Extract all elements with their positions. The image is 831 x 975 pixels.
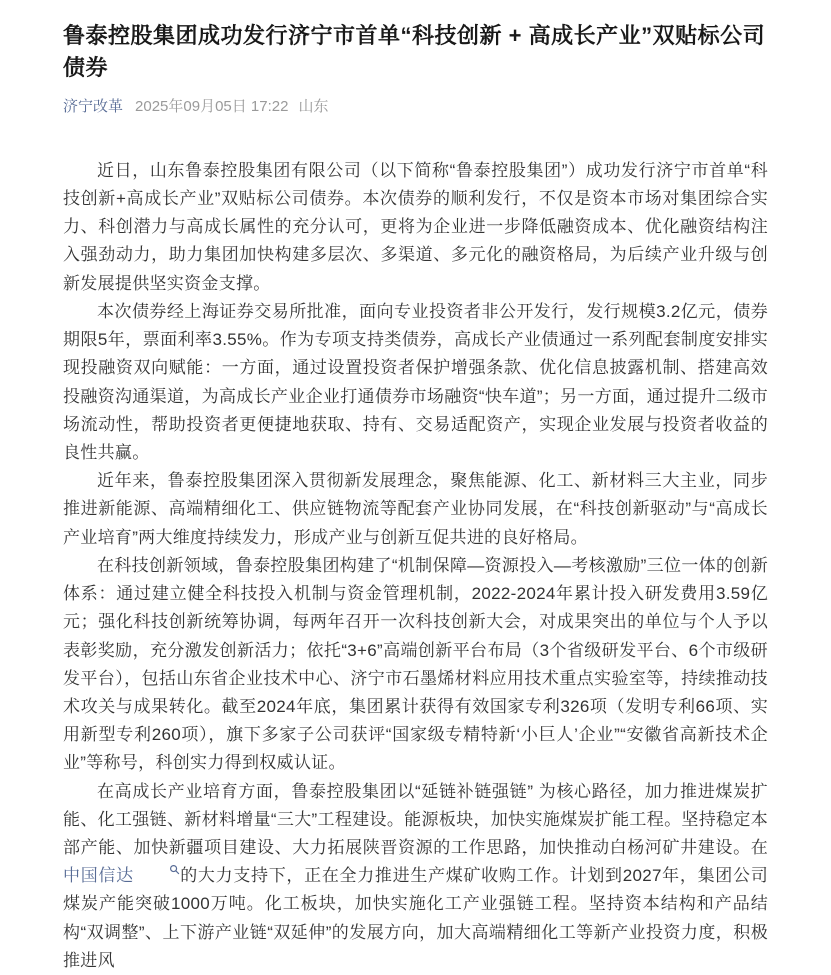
paragraph-3: 近年来，鲁泰控股集团深入贯彻新发展理念，聚焦能源、化工、新材料三大主业，同步推进新能源、高端精细化工、供应链物流等配套产业协同发展，在“科技创新驱动”与“高成长产业培育”两大维度持续发力，形成产业与创新互促共进的良好格局。 xyxy=(63,471,768,547)
publish-location: 山东 xyxy=(298,97,329,115)
publish-time: 2025年09月05日 17:22 xyxy=(135,97,289,115)
paragraph-5-text-before-link: 在高成长产业培育方面，鲁泰控股集团以“延链补链强链” 为核心路径，加力推进煤炭扩能、化工强链、新材料增量“三大”工程建设。能源板块，加快实施煤炭扩能工程。坚持稳定本部产能、加快新疆项目建设、大力拓展陕晋资源的工作思路，加快推动白杨河矿井建设。在 xyxy=(63,781,768,858)
paragraph-5-text-after-link: 的大力支持下，正在全力推进生产煤矿收购工作。计划到2027年，集团公司煤炭产能突破1000万吨。化工板块，加快实施化工产业强链工程。坚持资本结构和产品结构“双调整”、上下游产业链“双延伸”的发展方向，加大高端精细化工等新产业投资力度，积极推进风 xyxy=(63,866,768,970)
paragraph-1: 近日，山东鲁泰控股集团有限公司（以下简称“鲁泰控股集团”）成功发行济宁市首单“科技创新+高成长产业”双贴标公司债券。本次债券的顺利发行，不仅是资本市场对集团综合实力、科创潜力与高成长属性的充分认可，更将为企业进一步降低融资成本、优化融资结构注入强劲动力，助力集团加快构建多层次、多渠道、多元化的融资格局，为后续产业升级与创新发展提供坚实资金支撑。 xyxy=(63,160,768,293)
paragraph-2: 本次债券经上海证券交易所批准，面向专业投资者非公开发行，发行规模3.2亿元，债券期限5年，票面利率3.55%。作为专项支持类债券，高成长产业债通过一系列配套制度安排实现投融资双向赋能：一方面，通过设置投资者保护增强条款、优化信息披露机制、搭建高效投融资沟通渠道，为高成长产业企业打通债券市场融资“快车道”；另一方面，通过提升二级市场流动性，帮助投资者更便捷地获取、持有、交易适配资产，实现企业发展与投资者收益的良性共赢。 xyxy=(63,301,768,462)
paragraph-4: 在科技创新领域，鲁泰控股集团构建了“机制保障—资源投入—考核激励”三位一体的创新体系：通过建立健全科技投入机制与资金管理机制，2022-2024年累计投入研发费用3.59亿元；强化科技创新统筹协调，每两年召开一次科技创新大会，对成果突出的单位与个人予以表彰奖励，充分激发创新活力；依托“3+6”高端创新平台布局（3个省级研发平台、6个市级研发平台），包括山东省企业技术中心、济宁市石墨烯材料应用技术重点实验室等，持续推动技术攻关与成果转化。截至2024年底，集团累计获得有效国家专利326项（发明专利66项、实用新型专利260项），旗下多家子公司获评“国家级专精特新‘小巨人’企业”“安徽省高新技术企业”等称号，科创实力得到权威认证。 xyxy=(63,555,768,773)
article-title: 鲁泰控股集团成功发行济宁市首单“科技创新 + 高成长产业”双贴标公司债券 xyxy=(63,23,766,80)
keyword-link-text: 中国信达 xyxy=(63,866,134,886)
account-name-link[interactable]: 济宁改革 xyxy=(63,97,124,115)
article-body xyxy=(63,157,768,975)
search-icon xyxy=(135,864,180,875)
paragraph-5 xyxy=(63,778,768,975)
article-meta xyxy=(63,96,768,117)
keyword-search-link[interactable] xyxy=(63,866,180,885)
